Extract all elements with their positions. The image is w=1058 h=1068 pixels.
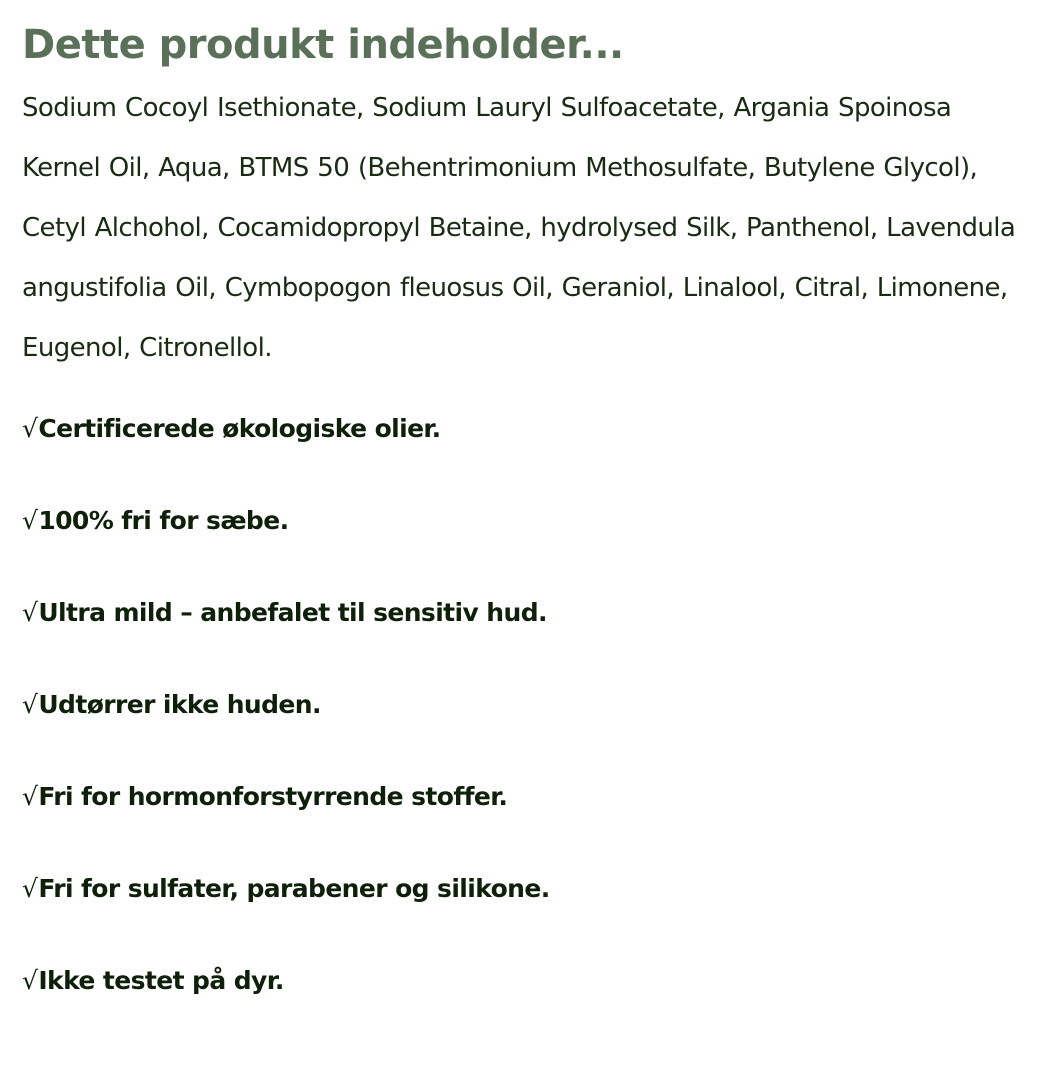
checkmark-icon: √ bbox=[22, 782, 38, 811]
checkmark-icon: √ bbox=[22, 690, 38, 719]
section-heading: Dette produkt indeholder... bbox=[22, 22, 624, 68]
claim-text: Fri for hormonforstyrrende stoffer. bbox=[38, 782, 508, 811]
claim-item bbox=[22, 506, 1032, 536]
claim-item bbox=[22, 414, 1032, 444]
checkmark-icon: √ bbox=[22, 874, 38, 903]
checkmark-icon: √ bbox=[22, 598, 38, 627]
claim-item bbox=[22, 690, 1032, 720]
claim-text: Fri for sulfater, parabener og silikone. bbox=[38, 874, 550, 903]
claims-list bbox=[22, 414, 1032, 996]
claim-item bbox=[22, 966, 1032, 996]
product-contents-section bbox=[22, 18, 1032, 1058]
claim-text: Udtørrer ikke huden. bbox=[38, 690, 321, 719]
claim-item bbox=[22, 874, 1032, 904]
checkmark-icon: √ bbox=[22, 414, 38, 443]
claim-item bbox=[22, 598, 1032, 628]
claim-text: Ikke testet på dyr. bbox=[38, 966, 284, 995]
claim-item bbox=[22, 782, 1032, 812]
claim-text: Certificerede økologiske olier. bbox=[38, 414, 441, 443]
claim-text: Ultra mild – anbefalet til sensitiv hud. bbox=[38, 598, 547, 627]
checkmark-icon: √ bbox=[22, 966, 38, 995]
claim-text: 100% fri for sæbe. bbox=[38, 506, 289, 535]
ingredients-list: Sodium Cocoyl Isethionate, Sodium Lauryl Sulfoacetate, Argania Spoinosa Kernel Oil, Aqua, BTMS 50 (Behentrimonium Methosulfate, Butylene Glycol), Cetyl Alchohol, Cocamidopropyl Betaine, hydrolysed Silk, Panthenol, Lavendula angustifolia Oil, Cymbopogon fleuosus Oil, Geraniol, Linalool, Citral, Limonene, Eugenol, Citronellol. bbox=[22, 93, 1016, 363]
checkmark-icon: √ bbox=[22, 506, 38, 535]
